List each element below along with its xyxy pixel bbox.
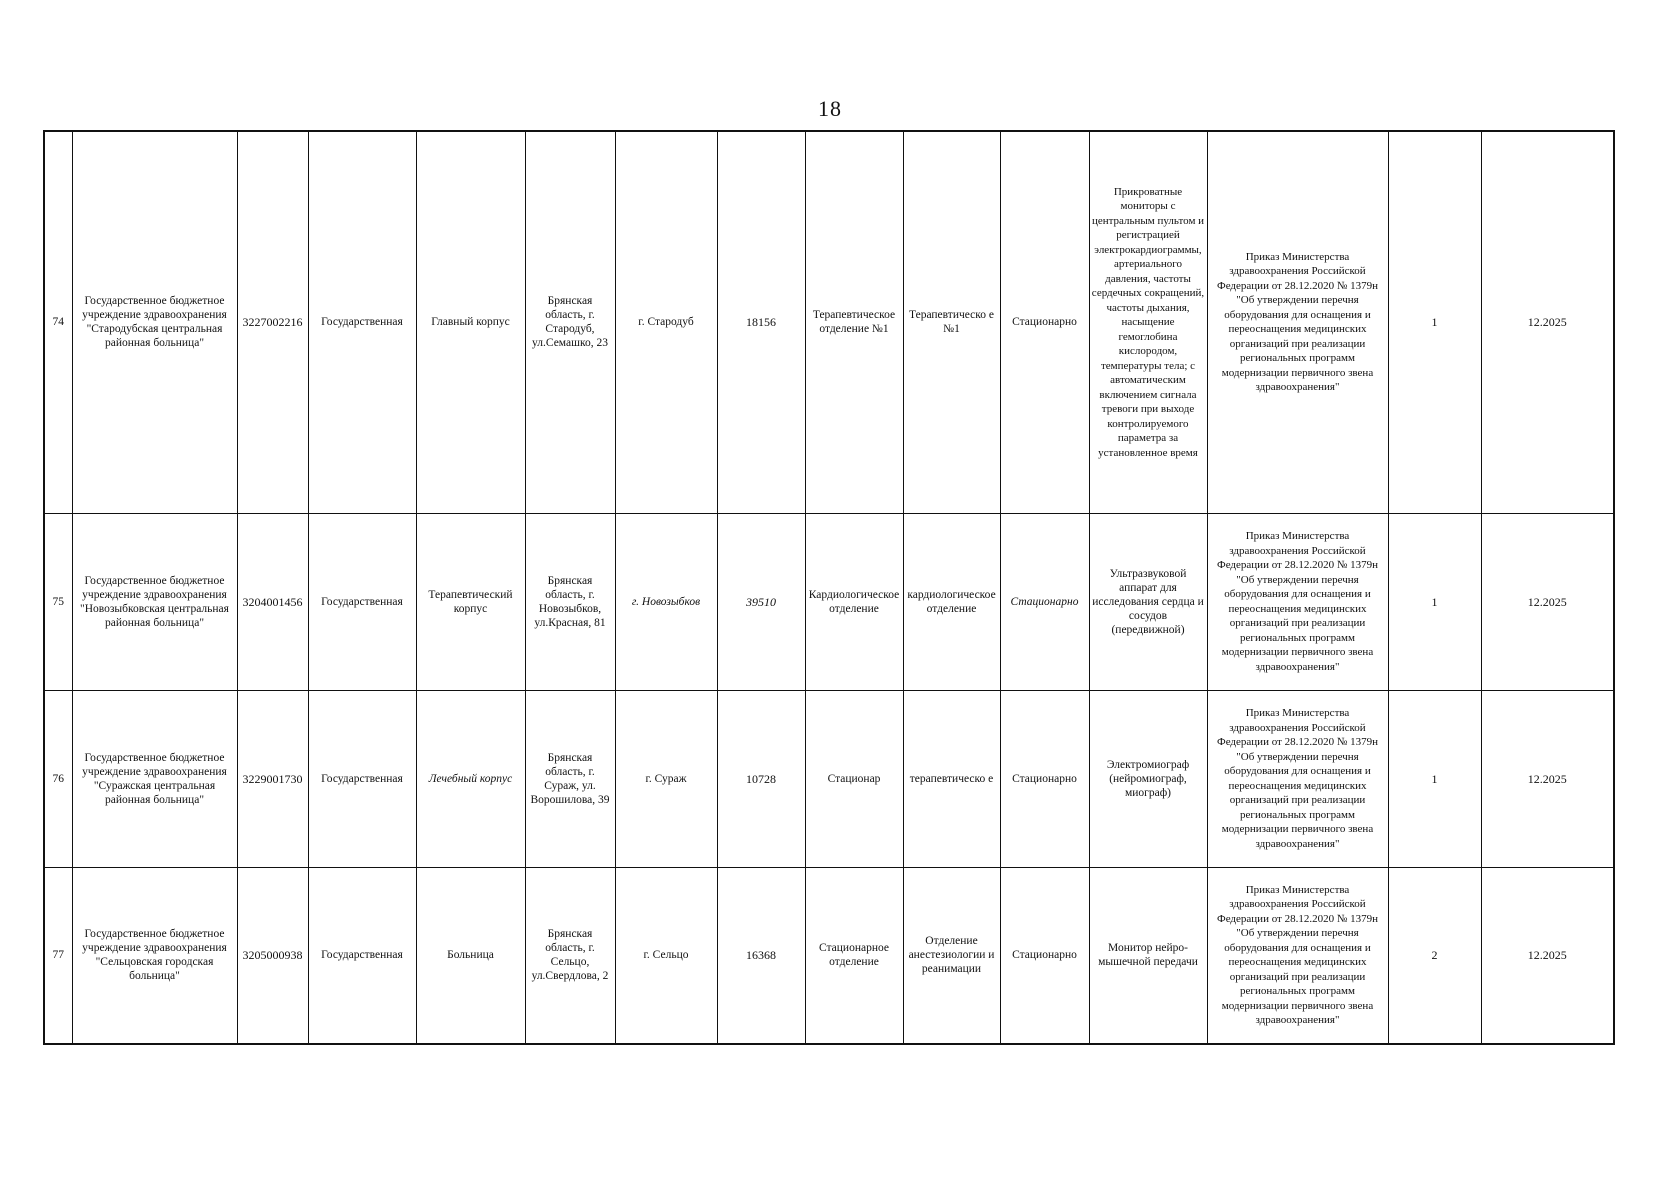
quantity: 1 xyxy=(1388,131,1481,513)
row-index: 76 xyxy=(44,690,72,867)
population: 10728 xyxy=(717,690,805,867)
quantity: 1 xyxy=(1388,513,1481,690)
table-row xyxy=(44,131,1614,513)
equipment: Электромиограф (нейромиограф, миограф) xyxy=(1089,690,1207,867)
building: Лечебный корпус xyxy=(416,690,525,867)
city: г. Сураж xyxy=(615,690,717,867)
deadline: 12.2025 xyxy=(1481,513,1614,690)
deadline: 12.2025 xyxy=(1481,867,1614,1044)
population: 16368 xyxy=(717,867,805,1044)
quantity: 1 xyxy=(1388,690,1481,867)
legal-basis: Приказ Министерства здравоохранения Российской Федерации от 28.12.2020 № 1379н "Об утверждении перечня оборудования для оснащения и переоснащения медицинских организаций при реализации региональных программ модернизации первичного звена здравоохранения" xyxy=(1207,131,1388,513)
row-index: 75 xyxy=(44,513,72,690)
legal-basis: Приказ Министерства здравоохранения Российской Федерации от 28.12.2020 № 1379н "Об утверждении перечня оборудования для оснащения и переоснащения медицинских организаций при реализации региональных программ модернизации первичного звена здравоохранения" xyxy=(1207,867,1388,1044)
address: Брянская область, г. Сельцо, ул.Свердлова, 2 xyxy=(525,867,615,1044)
population: 18156 xyxy=(717,131,805,513)
department: Терапевтическое отделение №1 xyxy=(805,131,903,513)
ownership: Государственная xyxy=(308,513,416,690)
address: Брянская область, г. Новозыбков, ул.Красная, 81 xyxy=(525,513,615,690)
building: Терапевтический корпус xyxy=(416,513,525,690)
inn: 3227002216 xyxy=(237,131,308,513)
institution-name: Государственное бюджетное учреждение здравоохранения "Новозыбковская центральная районная больница" xyxy=(72,513,237,690)
care-type: Стационарно xyxy=(1000,690,1089,867)
page-number: 18 xyxy=(818,96,842,121)
row-index: 77 xyxy=(44,867,72,1044)
ownership: Государственная xyxy=(308,690,416,867)
city: г. Стародуб xyxy=(615,131,717,513)
building: Больница xyxy=(416,867,525,1044)
city: г. Новозыбков xyxy=(615,513,717,690)
department: Стационарное отделение xyxy=(805,867,903,1044)
quantity: 2 xyxy=(1388,867,1481,1044)
institution-name: Государственное бюджетное учреждение здравоохранения "Суражская центральная районная больница" xyxy=(72,690,237,867)
city: г. Сельцо xyxy=(615,867,717,1044)
care-type: Стационарно xyxy=(1000,131,1089,513)
ownership: Государственная xyxy=(308,867,416,1044)
inn: 3204001456 xyxy=(237,513,308,690)
legal-basis: Приказ Министерства здравоохранения Российской Федерации от 28.12.2020 № 1379н "Об утверждении перечня оборудования для оснащения и переоснащения медицинских организаций при реализации региональных программ модернизации первичного звена здравоохранения" xyxy=(1207,690,1388,867)
unit: Отделение анестезиологии и реанимации xyxy=(903,867,1000,1044)
inn: 3205000938 xyxy=(237,867,308,1044)
building: Главный корпус xyxy=(416,131,525,513)
equipment: Монитор нейро-мышечной передачи xyxy=(1089,867,1207,1044)
department: Кардиологическое отделение xyxy=(805,513,903,690)
table-row xyxy=(44,690,1614,867)
institution-name: Государственное бюджетное учреждение здравоохранения "Сельцовская городская больница" xyxy=(72,867,237,1044)
unit: кардиологическое отделение xyxy=(903,513,1000,690)
address: Брянская область, г. Стародуб, ул.Семашко, 23 xyxy=(525,131,615,513)
equipment: Прикроватные мониторы с центральным пультом и регистрацией электрокардиограммы, артериального давления, частоты сердечных сокращений, частоты дыхания, насыщение гемоглобина кислородом, температуры тела; с автоматическим включением сигнала тревоги при выходе контролируемого параметра за установленное время xyxy=(1089,131,1207,513)
unit: терапевтическо е xyxy=(903,690,1000,867)
equipment-registry-table xyxy=(43,130,1615,1045)
deadline: 12.2025 xyxy=(1481,131,1614,513)
inn: 3229001730 xyxy=(237,690,308,867)
address: Брянская область, г. Сураж, ул. Ворошилова, 39 xyxy=(525,690,615,867)
care-type: Стационарно xyxy=(1000,867,1089,1044)
legal-basis: Приказ Министерства здравоохранения Российской Федерации от 28.12.2020 № 1379н "Об утверждении перечня оборудования для оснащения и переоснащения медицинских организаций при реализации региональных программ модернизации первичного звена здравоохранения" xyxy=(1207,513,1388,690)
table-row xyxy=(44,513,1614,690)
table-row xyxy=(44,867,1614,1044)
institution-name: Государственное бюджетное учреждение здравоохранения "Стародубская центральная районная больница" xyxy=(72,131,237,513)
ownership: Государственная xyxy=(308,131,416,513)
care-type: Стационарно xyxy=(1000,513,1089,690)
population: 39510 xyxy=(717,513,805,690)
deadline: 12.2025 xyxy=(1481,690,1614,867)
department: Стационар xyxy=(805,690,903,867)
equipment: Ультразвуковой аппарат для исследования сердца и сосудов (передвижной) xyxy=(1089,513,1207,690)
unit: Терапевтическо е №1 xyxy=(903,131,1000,513)
row-index: 74 xyxy=(44,131,72,513)
